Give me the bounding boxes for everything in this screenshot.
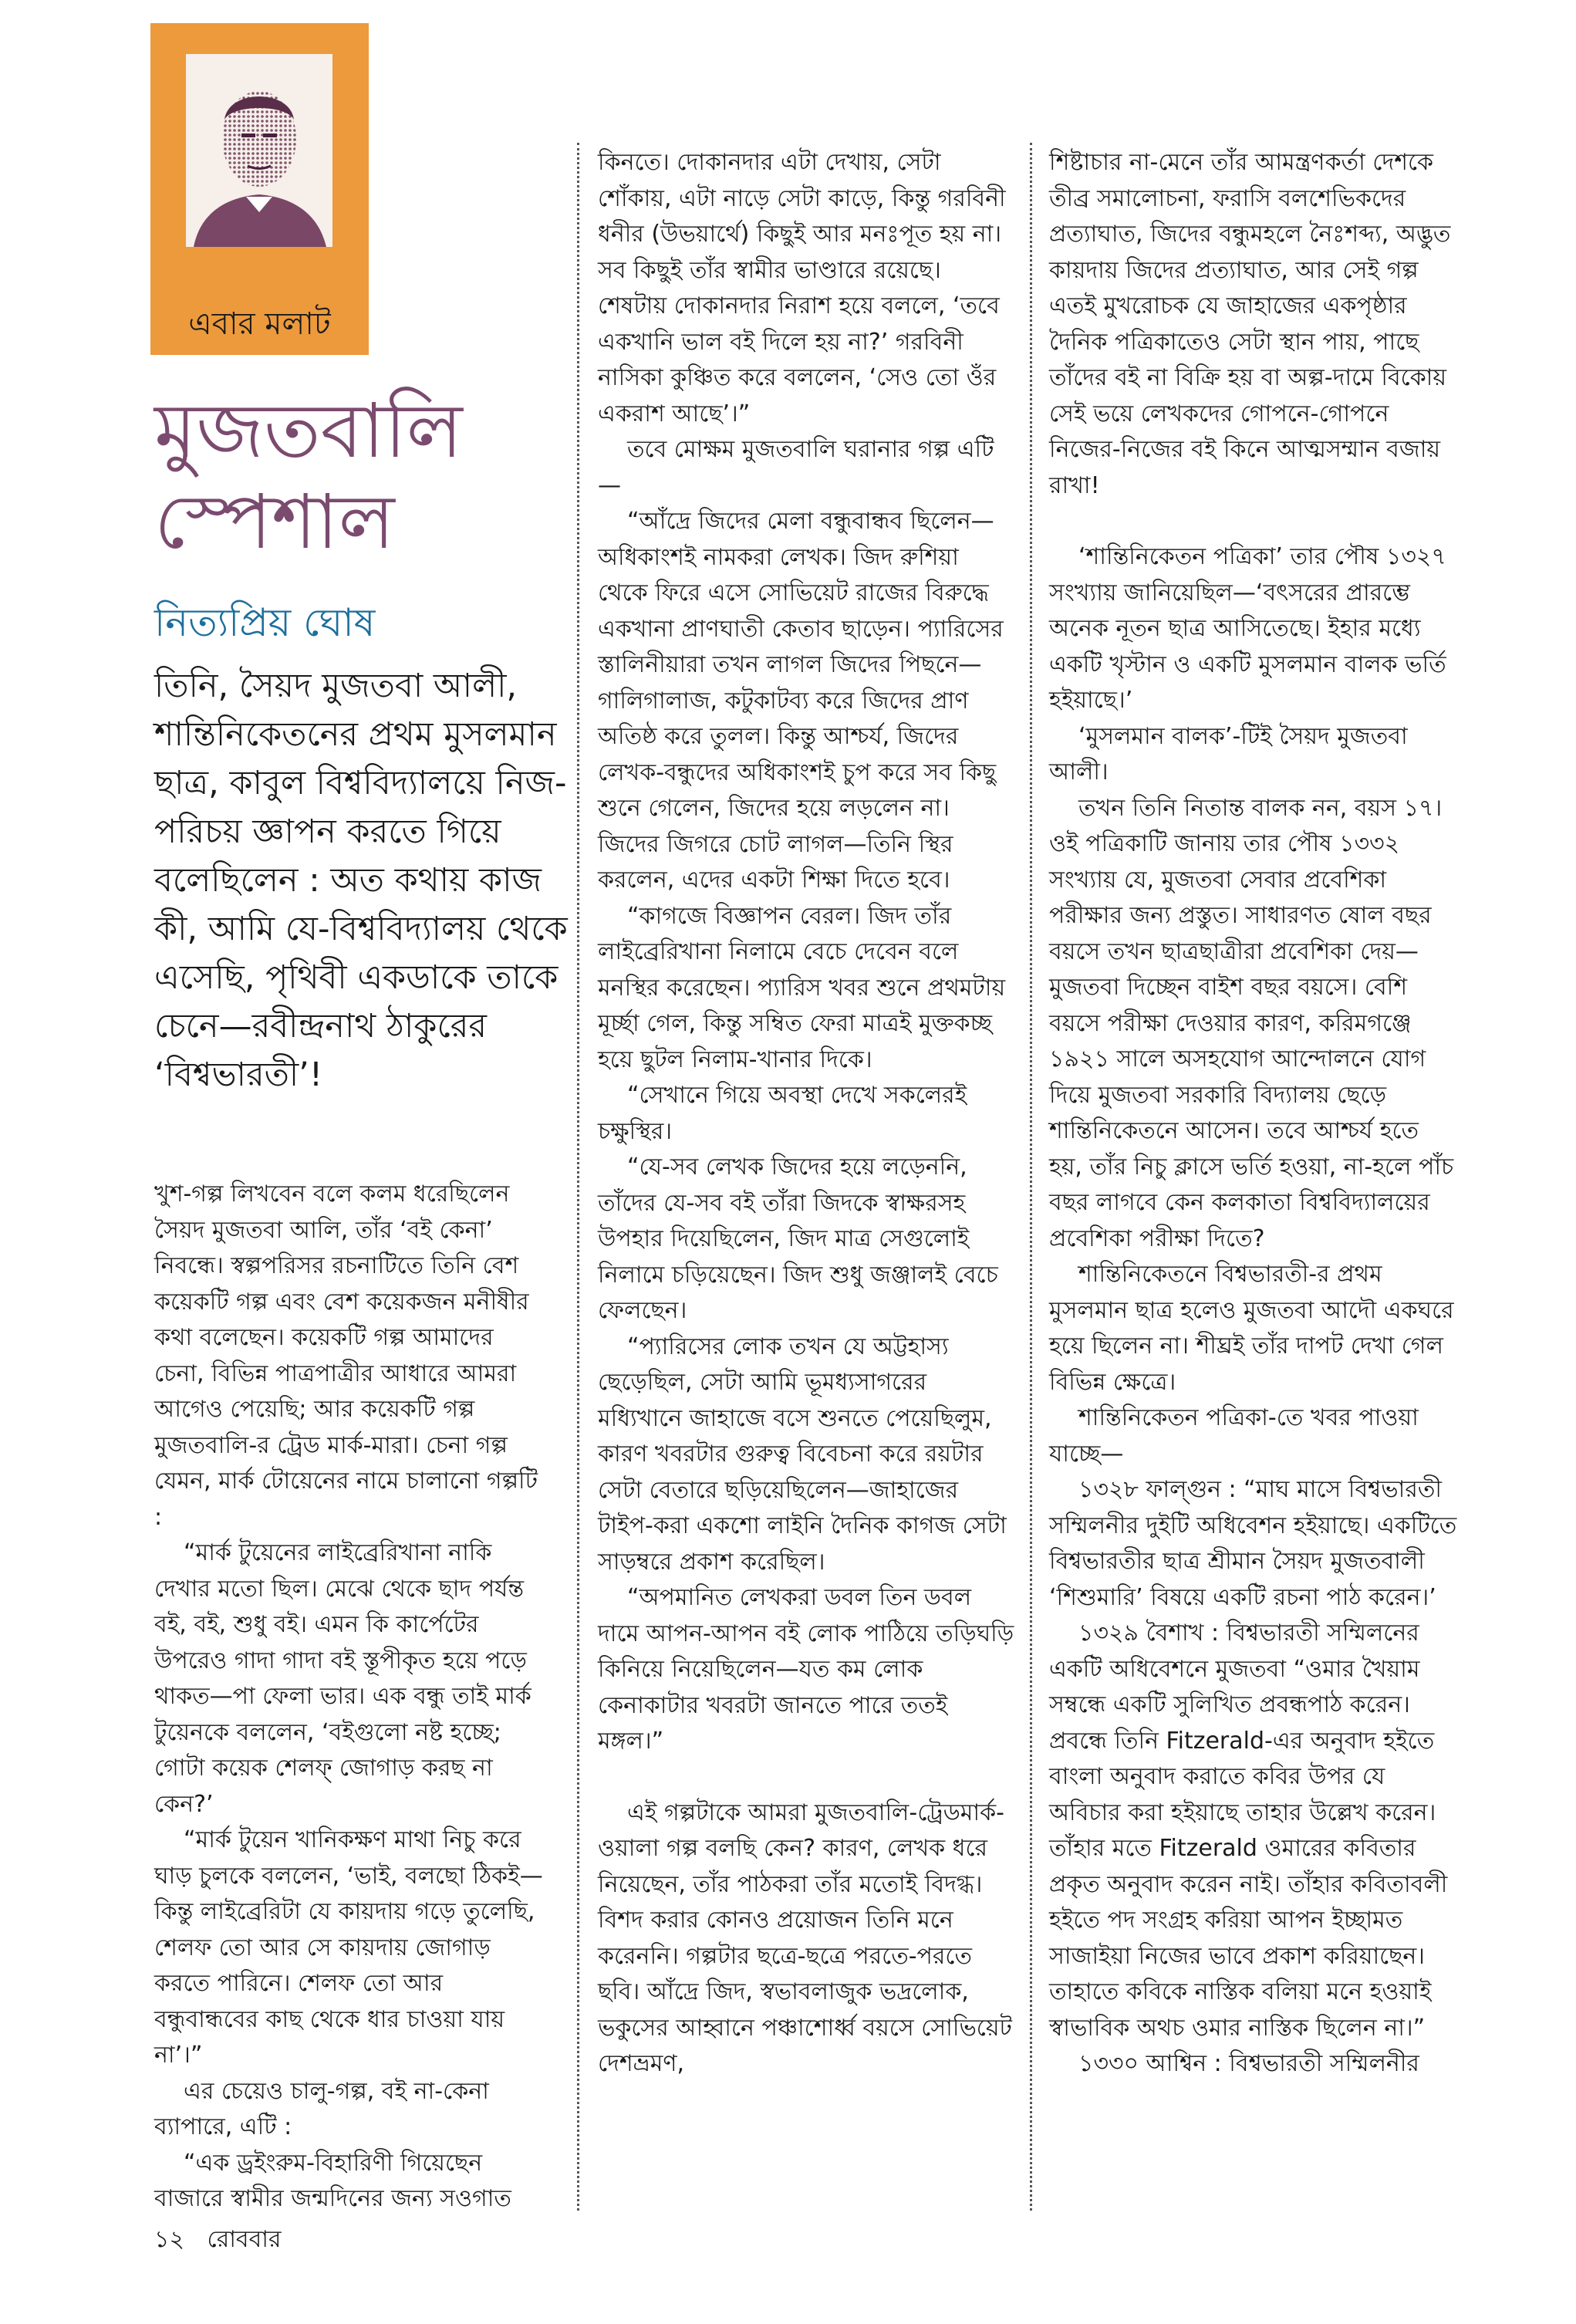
paragraph: শান্তিনিকেতনে বিশ্বভারতী-র প্রথম মুসলমান ছাত্র হলেও মুজতবা আদৌ একঘরে হয়ে ছিলেন না। শীঘ্রই তাঁর দাপট দেখা গেল বিভিন্ন ক্ষেত্রে। [1049,1261,1454,1396]
intro-text: তিনি, সৈয়দ মুজতবা আলী, শান্তিনিকেতনের প্রথম মুসলমান ছাত্র, কাবুল বিশ্ববিদ্যালয়ে নিজ-পরিচয় জ্ঞাপন করতে গিয়ে বলেছিলেন : অত কথায় কাজ কী, আমি যে-বিশ্ববিদ্যালয় থেকে এসেছি, পৃথিবী একডাকে তাকে চেনে—রবীন্দ্রনাথ ঠাকুরের ‘বিশ্বভারতী’! [154,667,568,1094]
paragraph: ১৩২৮ ফাল্গুন : “মাঘ মাসে বিশ্বভারতী সম্মিলনীর দুইটি অধিবেশন হইয়াছে। একটিতে বিশ্বভারতীর ছাত্র শ্রীমান সৈয়দ মুজতবালী ‘শিশুমারি’ বিষয়ে একটি রচনা পাঠ করেন।’ [1049,1476,1457,1611]
page-number: ১২ [154,2226,184,2253]
paragraph: “এক ড্রইংরুম-বিহারিণী গিয়েছেন বাজারে স্বামীর জন্মদিনের জন্য সওগাত [154,2149,511,2212]
author-byline: নিত্যপ্রিয় ঘোষ [154,600,376,645]
magazine-name: রোববার [207,2226,282,2253]
paragraph: খুশ-গল্প লিখবেন বলে কলম ধরেছিলেন সৈয়দ মুজতবা আলি, তাঁর ‘বই কেনা’ নিবন্ধে। স্বল্পপরিসর রচনাটিতে তিনি বেশ কয়েকটি গল্প এবং বেশ কয়েকজন মনীষীর কথা বলেছেন। কয়েকটি গল্প আমাদের চেনা, বিভিন্ন পাত্রপাত্রীর আধারে আমরা আগেও পেয়েছি; আর কয়েকটি গল্প মুজতবালি-র ট্রেড মার্ক-মারা। চেনা গল্প যেমন, মার্ক টোয়েনের নামে চালানো গল্পটি : [154,1181,538,1531]
paragraph: কিনতে। দোকানদার এটা দেখায়, সেটা শোঁকায়, এটা নাড়ে সেটা কাড়ে, কিন্তু গরবিনী ধনীর (উভয়ার্থে) কিছুই আর মনঃপূত হয় না। সব কিছুই তাঁর স্বামীর ভাণ্ডারে রয়েছে। শেষটায় দোকানদার নিরাশ হয়ে বললে, ‘তবে একখানি ভাল বই দিলে হয় না?’ গরবিনী নাসিকা কুঞ্চিত করে বললেন, ‘সেও তো ওঁর একরাশ আছে’।” [598,149,1006,427]
title-line: মুজতবালি [154,387,463,475]
paragraph: শিষ্টাচার না-মেনে তাঁর আমন্ত্রণকর্তা দেশকে তীব্র সমালোচনা, ফরাসি বলশেভিকদের প্রত্যাঘাত, জিদের বন্ধুমহলে নৈঃশব্দ্য, অদ্ভুত কায়দায় জিদের প্রত্যাঘাত, আর সেই গল্প এতই মুখরোচক যে জাহাজের একপৃষ্ঠার দৈনিক পত্রিকাতেও সেটা স্থান পায়, পাছে তাঁদের বই না বিক্রি হয় বা অল্প-দামে বিকোয় সেই ভয়ে লেখকদের গোপনে-গোপনে নিজের-নিজের বই কিনে আত্মসম্মান বজায় রাখা! [1049,149,1451,499]
article-column-1 [154,1177,548,2218]
title-line: স্পেশাল [154,478,395,566]
paragraph: ১৩২৯ বৈশাখ : বিশ্বভারতী সম্মিলনের একটি অধিবেশনে মুজতবা “ওমার খৈয়াম সম্বন্ধে একটি সুলিখিত প্রবন্ধপাঠ করেন। প্রবন্ধে তিনি Fitzerald-এর অনুবাদ হইতে বাংলা অনুবাদ করাতে কবির উপর যে অবিচার করা হইয়াছে তাহার উল্লেখ করেন। তাঁহার মতে Fitzerald ওমারের কবিতার প্রকৃত অনুবাদ করেন নাই। তাঁহার কবিতাবলী হইতে পদ সংগ্রহ করিয়া আপন ইচ্ছামত সাজাইয়া নিজের ভাবে প্রকাশ করিয়াছেন। তাহাতে কবিকে নাস্তিক বলিয়া মনে হওয়াই স্বাভাবিক অথচ ওমার নাস্তিক ছিলেন না।” [1049,1620,1448,2042]
author-portrait [186,54,332,247]
section-label: এবার মলাট [188,306,331,342]
paragraph: “প্যারিসের লোক তখন যে অট্টহাস্য ছেড়েছিল, সেটা আমি ভূমধ্যসাগরের মধ্যিখানে জাহাজে বসে শুনতে পেয়েছিলুম, কারণ খবরটার গুরুত্ব বিবেচনা করে রয়টার সেটা বেতারে ছড়িয়েছিলেন—জাহাজের টাইপ-করা একশো লাইনি দৈনিক কাগজ সেটা সাড়ম্বরে প্রকাশ করেছিল। [598,1333,1007,1576]
page-footer [154,2221,297,2260]
paragraph: ‘শান্তিনিকেতন পত্রিকা’ তার পৌষ ১৩২৭ সংখ্যায় জানিয়েছিল—‘বৎসরের প্রারম্ভে অনেক নূতন ছাত্র আসিতেছে। ইহার মধ্যে একটি খৃস্টান ও একটি মুসলমান বালক ভর্তি হইয়াছে।’ [1049,543,1446,714]
paragraph: তবে মোক্ষম মুজতবালি ঘরানার গল্প এটি— [598,436,994,499]
paragraph: “মার্ক টুয়েনের লাইব্রেরিখানা নাকি দেখার মতো ছিল। মেঝে থেকে ছাদ পর্যন্ত বই, বই, শুধু বই। এমন কি কার্পেটের উপরেও গাদা গাদা বই স্তূপীকৃত হয়ে পড়ে থাকত—পা ফেলা ভার। এক বন্ধু তাই মার্ক টুয়েনকে বললেন, ‘বইগুলো নষ্ট হচ্ছে; গোটা কয়েক শেলফ্ জোগাড় করছ না কেন?’ [154,1539,532,1818]
paragraph: ‘মুসলমান বালক’-টিই সৈয়দ মুজতবা আলী। [1049,722,1408,785]
paragraph: “অপমানিত লেখকরা ডবল তিন ডবল দামে আপন-আপন বই লোক পাঠিয়ে তড়িঘড়ি কিনিয়ে নিয়েছিলেন—যত কম লোক কেনাকাটার খবরটা জানতে পারে ততই মঙ্গল।” [598,1584,1014,1755]
paragraph: এই গল্পটাকে আমরা মুজতবালি-ট্রেডমার্ক-ওয়ালা গল্প বলছি কেন? কারণ, লেখক ধরে নিয়েছেন, তাঁর পাঠকরা তাঁর মতোই বিদগ্ধ। বিশদ করার কোনও প্রয়োজন তিনি মনে করেননি। গল্পটার ছত্রে-ছত্রে পরতে-পরতে ছবি। আঁদ্রে জিদ, স্বভাবলাজুক ভদ্রলোক, ভকুসের আহ্বানে পঞ্চাশোর্ধ্ব বয়সে সোভিয়েট দেশভ্রমণ, [598,1799,1012,2077]
article-column-3 [1049,145,1458,2082]
paragraph: তখন তিনি নিতান্ত বালক নন, বয়স ১৭। ওই পত্রিকাটি জানায় তার পৌষ ১৩৩২ সংখ্যায় যে, মুজতবা সেবার প্রবেশিকা পরীক্ষার জন্য প্রস্তুত। সাধারণত ষোল বছর বয়সে তখন ছাত্রছাত্রীরা প্রবেশিকা দেয়—মুজতবা দিচ্ছেন বাইশ বছর বয়সে। বেশি বয়সে পরীক্ষা দেওয়ার কারণ, করিমগঞ্জে ১৯২১ সালে অসহযোগ আন্দোলনে যোগ দিয়ে মুজতবা সরকারি বিদ্যালয় ছেড়ে শান্তিনিকেতনে আসেন। তবে আশ্চর্য হতে হয়, তাঁর নিচু ক্লাসে ভর্তি হওয়া, না-হলে পাঁচ বছর লাগবে কেন কলকাতা বিশ্ববিদ্যালয়ের প্রবেশিকা পরীক্ষা দিতে? [1049,794,1454,1252]
feature-title [154,386,586,568]
column-divider [1030,143,1032,2211]
paragraph: “আঁদ্রে জিদের মেলা বন্ধুবান্ধব ছিলেন—অধিকাংশই নামকরা লেখক। জিদ রুশিয়া থেকে ফিরে এসে সোভিয়েট রাজের বিরুদ্ধে একখানা প্রাণঘাতী কেতাব ছাড়েন। প্যারিসের স্তালিনীয়ারা তখন লাগল জিদের পিছনে—গালিগালাজ, কটুকাটব্য করে জিদের প্রাণ অতিষ্ঠ করে তুলল। কিন্তু আশ্চর্য, জিদের লেখক-বন্ধুদের অধিকাংশই চুপ করে সব কিছু শুনে গেলেন, জিদের হয়ে লড়লেন না। জিদের জিগরে চোট লাগল—তিনি স্থির করলেন, এদের একটা শিক্ষা দিতে হবে। [598,508,1004,893]
article-column-2 [598,145,1014,2082]
intro-standfirst [154,662,586,1100]
paragraph: শান্তিনিকেতন পত্রিকা-তে খবর পাওয়া যাচ্ছে— [1049,1404,1419,1468]
paragraph: এর চেয়েও চালু-গল্প, বই না-কেনা ব্যাপারে, এটি : [154,2077,489,2140]
paragraph: “যে-সব লেখক জিদের হয়ে লড়েননি, তাঁদের যে-সব বই তাঁরা জিদকে স্বাক্ষরসহ উপহার দিয়েছিলেন, জিদ মাত্র সেগুলোই নিলামে চড়িয়েছেন। জিদ শুধু জঞ্জালই বেচে ফেলছেন। [598,1154,998,1324]
cover-badge [150,23,369,355]
column-divider [577,143,579,2211]
portrait-illustration [186,54,332,247]
paragraph: ১৩৩০ আশ্বিন : বিশ্বভারতী সম্মিলনীর [1078,2050,1419,2077]
paragraph: “কাগজে বিজ্ঞাপন বেরল। জিদ তাঁর লাইব্রেরিখানা নিলামে বেচে দেবেন বলে মনস্থির করেছেন। প্যারিস খবর শুনে প্রথমটায় মূর্চ্ছা গেল, কিন্তু সম্বিত ফেরা মাত্রই মুক্তকচ্ছ হয়ে ছুটল নিলাম-খানার দিকে। [598,902,1006,1073]
paragraph: “সেখানে গিয়ে অবস্থা দেখে সকলেরই চক্ষুস্থির। [598,1082,967,1145]
paragraph: “মার্ক টুয়েন খানিকক্ষণ মাথা নিচু করে ঘাড় চুলকে বললেন, ‘ভাই, বলছো ঠিকই—কিন্তু লাইব্রেরিটা যে কায়দায় গড়ে তুলেছি, শেলফ তো আর সে কায়দায় জোগাড় করতে পারিনে। শেলফ তো আর বন্ধুবান্ধবের কাছ থেকে ধার চাওয়া যায় না’।” [154,1826,543,2069]
